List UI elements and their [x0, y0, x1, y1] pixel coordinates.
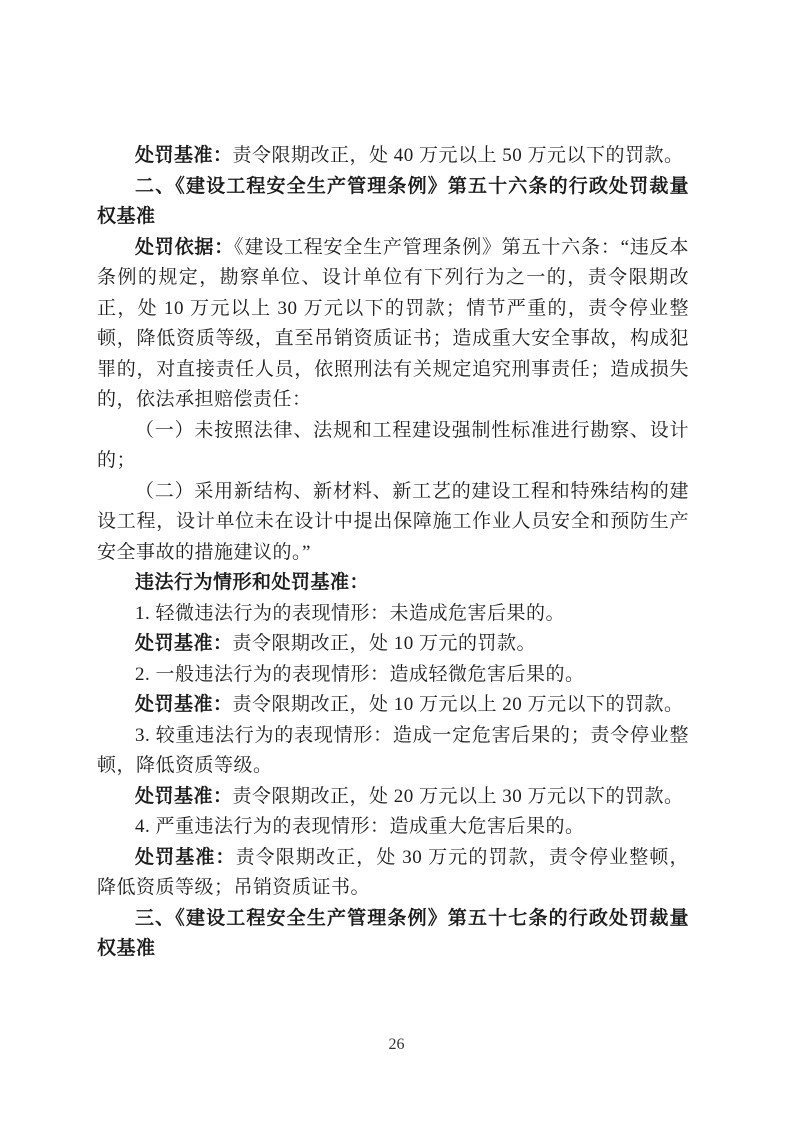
page-number: 26 [388, 1036, 405, 1053]
penalty-standard-4-label: 处罚基准： [135, 846, 236, 868]
violation-case-2-text: 2. 一般违法行为的表现情形：造成轻微危害后果的。 [135, 663, 585, 685]
list-item-1-paragraph [97, 416, 689, 477]
penalty-standard-text: 责令限期改正，处 40 万元以上 50 万元以下的罚款。 [232, 145, 684, 166]
list-item-1-text: （一）未按照法律、法规和工程建设强制性标准进行勘察、设计的； [97, 419, 689, 471]
section-heading-article-56 [97, 172, 689, 233]
violation-case-4-text: 4. 严重违法行为的表现情形：造成重大危害后果的。 [135, 816, 585, 837]
list-item-2-text: （二）采用新结构、新材料、新工艺的建设工程和特殊结构的建设工程，设计单位未在设计中提出保障施工作业人员安全和预防生产安全事故的措施建议的。” [97, 480, 689, 563]
penalty-standard-1-text: 责令限期改正，处 10 万元的罚款。 [232, 633, 537, 654]
list-item-2-paragraph [97, 477, 689, 569]
penalty-standard-3-label: 处罚基准： [135, 785, 233, 807]
section-heading-text: 二、《建设工程安全生产管理条例》第五十六条的行政处罚裁量权基准 [97, 175, 689, 227]
violation-case-4-paragraph [97, 812, 689, 843]
penalty-standard-2-paragraph [97, 690, 689, 721]
penalty-standard-2-text: 责令限期改正，处 10 万元以上 20 万元以下的罚款。 [232, 694, 684, 715]
penalty-standard-2-label: 处罚基准： [135, 694, 233, 715]
penalty-basis-label: 处罚依据： [135, 236, 235, 258]
penalty-basis-text: 《建设工程安全生产管理条例》第五十六条：“违反本条例的规定，勘察单位、设计单位有下列行为之一的，责令限期改正，处 10 万元以上 30 万元以下的罚款；情节严重的，责令停业整顿，降低资质等级，直至吊销资质证书；造成重大安全事故，构成犯罪的，对直接责任人员，依照刑法有关规定追究刑事责任；造成损失的，依法承担赔偿责任： [97, 236, 689, 410]
violations-heading [97, 568, 689, 599]
violation-case-3-paragraph [97, 721, 689, 782]
violations-heading-text: 违法行为情形和处罚基准： [135, 572, 370, 593]
penalty-standard-1-paragraph [97, 629, 689, 660]
penalty-standard-4-text: 责令限期改正，处 30 万元的罚款，责令停业整顿，降低资质等级；吊销资质证书。 [97, 846, 689, 898]
section-heading-article-57 [97, 904, 689, 965]
penalty-standard-1-label: 处罚基准： [135, 633, 233, 654]
violation-case-1-paragraph [97, 599, 689, 630]
penalty-standard-3-paragraph [97, 782, 689, 813]
penalty-standard-paragraph [97, 141, 689, 172]
penalty-standard-label: 处罚基准： [135, 145, 233, 166]
document-body [97, 141, 689, 965]
violation-case-2-paragraph [97, 660, 689, 691]
penalty-standard-4-paragraph [97, 843, 689, 904]
penalty-standard-3-text: 责令限期改正，处 20 万元以上 30 万元以下的罚款。 [232, 785, 684, 807]
section-heading-57-text: 三、《建设工程安全生产管理条例》第五十七条的行政处罚裁量权基准 [97, 907, 689, 959]
penalty-basis-paragraph [97, 233, 689, 416]
violation-case-1-text: 1. 轻微违法行为的表现情形：未造成危害后果的。 [135, 602, 566, 624]
violation-case-3-text: 3. 较重违法行为的表现情形：造成一定危害后果的；责令停业整顿，降低资质等级。 [97, 724, 689, 776]
